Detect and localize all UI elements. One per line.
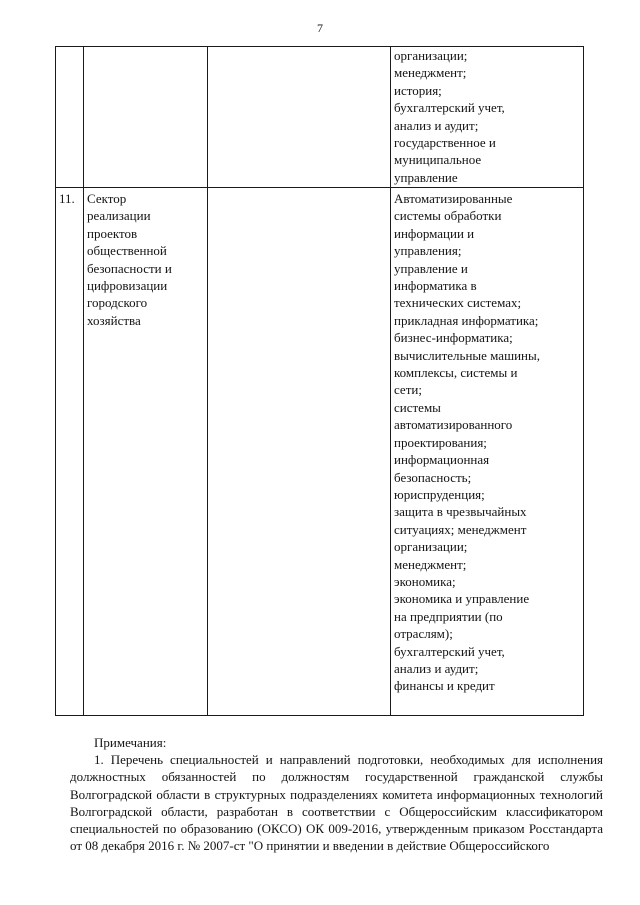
- specialty-line: анализ и аудит;: [394, 117, 479, 133]
- specialty-line: управление: [394, 169, 458, 185]
- page-number: 7: [317, 21, 323, 35]
- row-number-cell: 11.: [56, 188, 84, 716]
- specialty-line: финансы и кредит: [394, 678, 495, 694]
- specialty-line: информационная: [394, 452, 490, 468]
- specialty-line: системы: [394, 399, 441, 415]
- specialty-line: проектирования;: [394, 434, 487, 450]
- specialty-line: комплексы, системы и: [394, 365, 518, 381]
- division-cell: [84, 188, 208, 716]
- specialty-line: экономика и управление: [394, 591, 530, 607]
- specialty-line: менеджмент;: [394, 556, 467, 572]
- table-row-continuation: [56, 47, 584, 188]
- specialty-line: управление и: [394, 260, 468, 276]
- specialty-line: системы обработки: [394, 208, 502, 224]
- specialty-line: автоматизированного: [394, 417, 513, 433]
- specialty-line: Автоматизированные: [394, 191, 513, 206]
- notes-paragraph: 1. Перечень специальностей и направлений подготовки, необходимых для исполнения должностных обязанностей по должностям государственной гражданской службы Волгоградской области в структурных подразделениях комитета информационных технологий Волгоградской области, разработан в соответствии с Общероссийским классификатором специальностей по образованию (ОКСО) ОК 009-2016, утвержденным приказом Росстандарта от 08 декабря 2016 г. № 2007-ст "О принятии и введении в действие Общероссийского: [70, 752, 603, 854]
- specialty-line: история;: [394, 82, 442, 98]
- specialty-line: бухгалтерский учет,: [394, 100, 505, 116]
- division-line: проектов: [87, 225, 138, 241]
- table-row-11: [56, 188, 584, 716]
- specialty-line: вычислительные машины,: [394, 347, 540, 363]
- specialty-line: анализ и аудит;: [394, 660, 479, 676]
- division-line: Сектор: [87, 191, 127, 206]
- row-number-cell: [56, 47, 84, 188]
- division-cell: [84, 47, 208, 188]
- division-line: реализации: [87, 208, 151, 224]
- specialty-line: прикладная информатика;: [394, 312, 539, 328]
- specialty-line: менеджмент;: [394, 65, 467, 81]
- specialty-line: ситуациях; менеджмент: [394, 521, 527, 537]
- specialty-line: информации и: [394, 225, 475, 241]
- specialty-line: сети;: [394, 382, 422, 398]
- specialty-line: государственное и: [394, 135, 496, 151]
- division-line: городского: [87, 295, 148, 311]
- specialty-line: муниципальное: [394, 152, 482, 168]
- division-line: цифровизации: [87, 278, 168, 294]
- empty-cell: [208, 188, 391, 716]
- notes-section: [70, 734, 603, 854]
- specialty-line: на предприятии (по: [394, 608, 503, 624]
- specialty-line: технических системах;: [394, 295, 522, 311]
- specialty-line: безопасность;: [394, 469, 472, 485]
- division-line: хозяйства: [87, 312, 141, 328]
- specialty-line: защита в чрезвычайных: [394, 504, 527, 520]
- specialty-line: организации;: [394, 48, 468, 63]
- specialties-cell: [391, 188, 584, 716]
- specialty-line: экономика;: [394, 573, 456, 589]
- specialty-line: отраслям);: [394, 626, 453, 642]
- specialties-cell: [391, 47, 584, 188]
- division-line: безопасности и: [87, 260, 172, 276]
- division-line: общественной: [87, 243, 167, 259]
- specialty-line: управления;: [394, 243, 462, 259]
- specialties-table: [55, 46, 584, 716]
- specialty-line: организации;: [394, 539, 468, 555]
- specialty-line: юриспруденция;: [394, 486, 485, 502]
- specialty-line: бухгалтерский учет,: [394, 643, 505, 659]
- specialty-line: информатика в: [394, 278, 477, 294]
- notes-title: Примечания:: [94, 735, 167, 750]
- specialty-line: бизнес-информатика;: [394, 330, 513, 346]
- empty-cell: [208, 47, 391, 188]
